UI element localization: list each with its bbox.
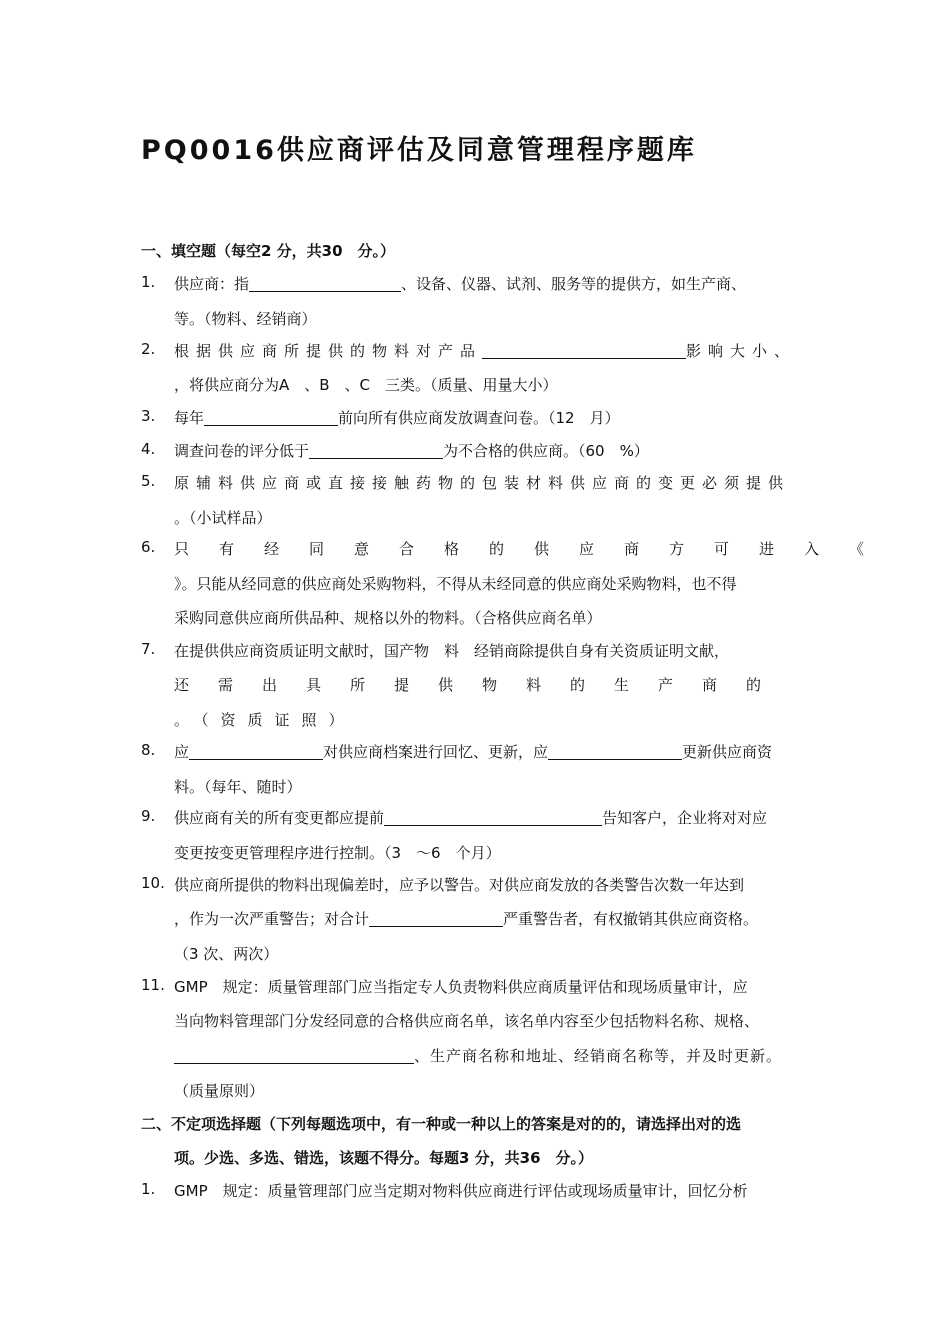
section1-heading: 一、填空题（每空2 分，共30 分。）	[141, 242, 396, 260]
question-line: 等。（物料、经销商）	[174, 310, 317, 328]
question-text: 根据供应商所提供的物料对产品	[174, 342, 483, 360]
section2-heading-cont: 项。少选、多选、错选，该题不得分。每题3 分，共36 分。）	[174, 1149, 594, 1167]
question-text: 、生产商名称和地址、经销商名称等，并及时更新。	[414, 1047, 783, 1065]
question-line: 当向物料管理部门分发经同意的合格供应商名单，该名单内容至少包括物料名称、规格、	[174, 1012, 760, 1030]
section2-heading: 二、不定项选择题（下列每题选项中，有一种或一种以上的答案是对的的，请选择出对的选	[141, 1115, 742, 1133]
question-number: 6.	[141, 538, 156, 556]
answer-blank	[309, 442, 443, 459]
question-line: 原辅料供应商或直接接触药物的包装材料供应商的变更必须提供	[174, 474, 791, 492]
question-text: 供应商：指	[174, 275, 250, 293]
question-text: 为不合格的供应商。（60 %）	[443, 442, 649, 460]
page-title: PQ0016供应商评估及同意管理程序题库	[141, 135, 697, 166]
question-number: 8.	[141, 741, 156, 759]
question-text: 供应商有关的所有变更都应提前	[174, 809, 385, 827]
question-line: （质量原则）	[174, 1082, 265, 1100]
question-text: 、设备、仪器、试剂、服务等的提供方，如生产商、	[401, 275, 747, 293]
question-line	[174, 440, 649, 461]
question-number: 2.	[141, 340, 156, 358]
question-text: 告知客户，企业将对对应	[602, 809, 768, 827]
question-text: 影响大小、	[686, 342, 797, 360]
question-number: 1.	[141, 1180, 156, 1198]
question-line	[174, 273, 746, 294]
question-text: 前向所有供应商发放调查问卷。（12 月）	[338, 409, 620, 427]
question-text: 每年	[174, 409, 205, 427]
question-number: 4.	[141, 440, 156, 458]
question-line	[174, 908, 758, 929]
question-number: 10.	[141, 874, 165, 892]
question-line	[174, 741, 772, 762]
question-number: 5.	[141, 472, 156, 490]
question-line	[174, 1045, 782, 1066]
answer-blank	[384, 809, 602, 826]
question-line: 变更按变更管理程序进行控制。（3 ～6 个月）	[174, 844, 501, 862]
question-line: 料。（每年、随时）	[174, 778, 302, 796]
answer-blank	[174, 1047, 414, 1064]
question-line: 。（小试样品）	[174, 509, 272, 527]
question-text: 调查问卷的评分低于	[174, 442, 310, 460]
question-line	[174, 340, 796, 361]
answer-blank	[548, 743, 682, 760]
question-text: 更新供应商资	[682, 743, 773, 761]
question-line: 》。只能从经同意的供应商处采购物料，不得从未经同意的供应商处采购物料，也不得	[174, 575, 737, 593]
question-text: 严重警告者，有权撤销其供应商资格。	[503, 910, 759, 928]
question-line: （3 次、两次）	[174, 945, 279, 963]
question-text: 对供应商档案进行回忆、更新，应	[323, 743, 549, 761]
question-line	[174, 807, 767, 828]
answer-blank	[249, 275, 401, 292]
question-line: 还需出具所提供物料的生产商的	[174, 676, 791, 694]
answer-blank	[369, 910, 503, 927]
question-text: 应	[174, 743, 190, 761]
question-line: ，将供应商分为A 、B 、C 三类。（质量、用量大小）	[174, 376, 558, 394]
question-line: GMP 规定：质量管理部门应当定期对物料供应商进行评估或现场质量审计，回忆分析	[174, 1182, 748, 1200]
question-line	[174, 407, 620, 428]
answer-blank	[189, 743, 323, 760]
answer-blank	[204, 409, 338, 426]
question-number: 7.	[141, 640, 156, 658]
answer-blank	[482, 342, 686, 359]
question-line: 在提供供应商资质证明文献时，国产物 料 经销商除提供自身有关资质证明文献，	[174, 642, 730, 660]
question-line: 采购同意供应商所供品种、规格以外的物料。（合格供应商名单）	[174, 609, 602, 627]
question-number: 3.	[141, 407, 156, 425]
question-line: 。（资质证照）	[174, 711, 356, 729]
question-number: 11.	[141, 976, 165, 994]
question-line: 只有经同意合格的供应商方可进入《	[174, 540, 895, 558]
question-line: 供应商所提供的物料出现偏差时，应予以警告。对供应商发放的各类警告次数一年达到	[174, 876, 745, 894]
question-line: GMP 规定：质量管理部门应当指定专人负责物料供应商质量评估和现场质量审计，应	[174, 978, 748, 996]
question-number: 9.	[141, 807, 156, 825]
question-text: ，作为一次严重警告；对合计	[174, 910, 370, 928]
question-number: 1.	[141, 273, 156, 291]
